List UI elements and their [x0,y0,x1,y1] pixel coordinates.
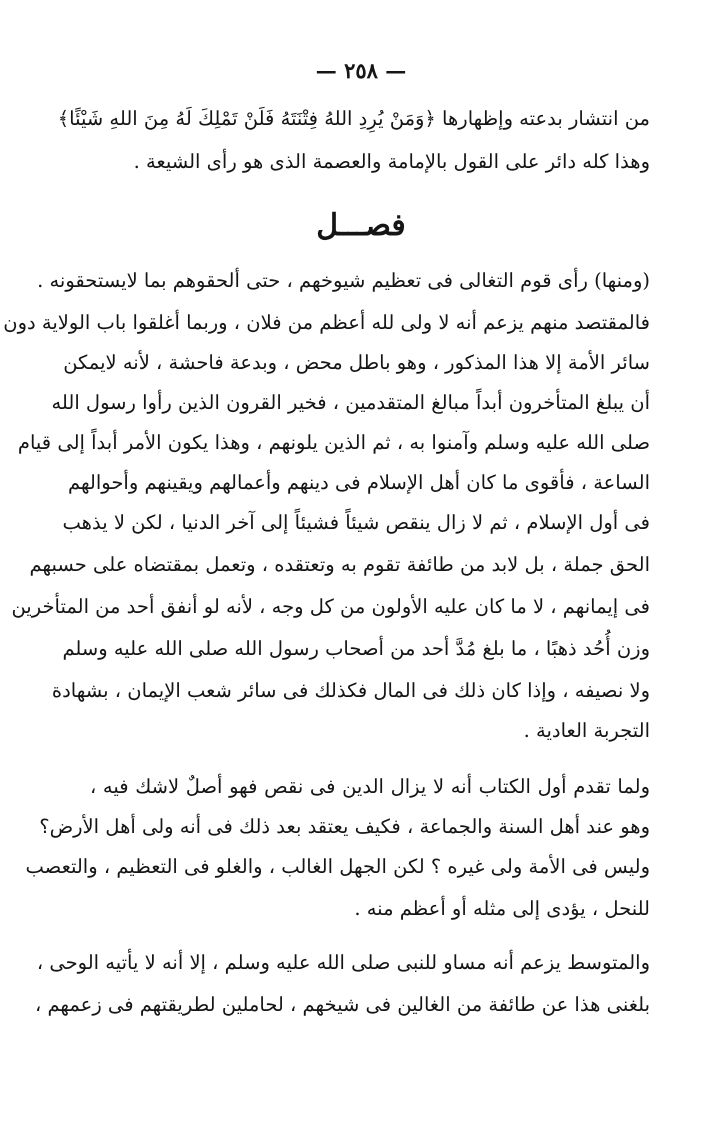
section-heading: فصـــل [316,208,406,243]
text-line: للنحل ، يؤدى إلى مثله أو أعظم منه . [354,897,650,920]
page-number: — ٢٥٨ — [315,58,407,83]
text-line: فى إيمانهم ، لا ما كان عليه الأولون من كل وجه ، لأنه لو أنفق أحد من المتأخرين [11,595,650,618]
text-line: وزن أُحُد ذهبًا ، ما بلغ مُدَّ أحد من أصحاب رسول الله صلى الله عليه وسلم [62,637,650,660]
text-line: وهذا كله دائر على القول بالإمامة والعصمة الذى هو رأى الشيعة . [133,150,650,173]
text-line: فالمقتصد منهم يزعم أنه لا ولى لله أعظم من فلان ، وربما أغلقوا باب الولاية دون [3,311,650,334]
text-line: (ومنها) رأى قوم التغالى فى تعظيم شيوخهم ، حتى ألحقوهم بما لايستحقونه . [37,269,650,292]
text-line: بلغنى هذا عن طائفة من الغالين فى شيخهم ، لحاملين لطريقتهم فى زعمهم ، [34,993,650,1016]
text-line: فى أول الإسلام ، ثم لا زال ينقص شيئاً فشيئاً إلى آخر الدنيا ، لكن لا يذهب [62,511,650,534]
text-line: الحق جملة ، بل لابد من طائفة تقوم به وتعتقده ، وتعمل بمقتضاه على حسبهم [29,553,650,576]
text-line: وليس فى الأمة ولى غيره ؟ لكن الجهل الغالب ، والغلو فى التعظيم ، والتعصب [25,855,650,878]
text-line: والمتوسط يزعم أنه مساو للنبى صلى الله عليه وسلم ، إلا أنه لا يأتيه الوحى ، [36,951,650,974]
text-line: التجربة العادية . [523,719,650,742]
text-line: سائر الأمة إلا هذا المذكور ، وهو باطل محض ، وبدعة فاحشة ، لأنه لايمكن [63,351,650,374]
text-line: ولما تقدم أول الكتاب أنه لا يزال الدين فى نقص فهو أصلٌ لاشك فيه ، [90,775,650,798]
text-line: الساعة ، فأقوى ما كان أهل الإسلام فى دينهم وأعمالهم ويقينهم وأحوالهم [67,471,650,494]
text-line: من انتشار بدعته وإظهارها ﴿وَمَنْ يُرِدِ اللهُ فِتْنَتَهُ فَلَنْ تَمْلِكَ لَهُ مِنَ اللهِ شَيْئًا﴾ [57,107,650,130]
text-line: ولا نصيفه ، وإذا كان ذلك فى المال فكذلك فى سائر شعب الإيمان ، بشهادة [51,679,650,702]
text-line: وهو عند أهل السنة والجماعة ، فكيف يعتقد بعد ذلك فى أنه ولى أهل الأرض؟ [39,815,650,838]
text-line: أن يبلغ المتأخرون أبداً مبالغ المتقدمين ، فخير القرون الذين رأوا رسول الله [51,391,650,414]
text-line: صلى الله عليه وسلم وآمنوا به ، ثم الذين يلونهم ، وهذا يكون الأمر أبداً إلى قيام [17,431,650,454]
